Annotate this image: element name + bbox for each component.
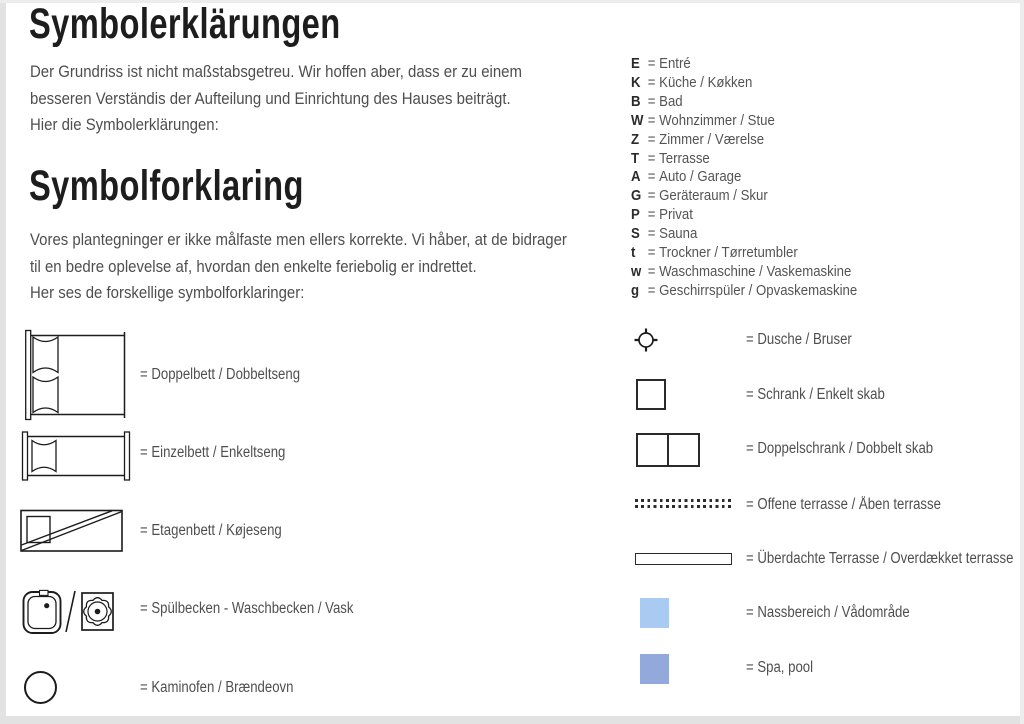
- room-code-letter: S: [631, 225, 640, 243]
- room-code-row: [631, 244, 857, 263]
- bunk-bed-icon: [20, 509, 124, 553]
- single-bed-icon: [21, 431, 131, 481]
- room-code-label: Küche / Køkken: [659, 73, 753, 91]
- spa-pool-icon: [640, 654, 669, 684]
- room-code-label: Privat: [659, 206, 693, 224]
- room-code-row: [631, 225, 857, 244]
- room-code-row: [631, 93, 857, 112]
- equals-sign: =: [647, 111, 656, 129]
- page-edge-bottom: [0, 716, 1024, 724]
- open-terrace-icon: [635, 499, 732, 508]
- room-code-label: Entré: [659, 55, 691, 72]
- legend-label-spa-pool: = Spa, pool: [746, 659, 814, 676]
- room-code-letter: K: [631, 73, 641, 91]
- room-code-label: Terrasse: [659, 149, 710, 167]
- wood-stove-icon: [24, 671, 57, 704]
- room-code-letter: t: [631, 244, 636, 262]
- equals-sign: =: [647, 73, 656, 91]
- equals-sign: =: [647, 149, 656, 167]
- room-code-letter: w: [631, 262, 642, 280]
- room-code-row: [631, 168, 857, 187]
- equals-sign: =: [647, 281, 656, 299]
- equals-sign: =: [647, 187, 656, 205]
- equals-sign: =: [647, 244, 656, 262]
- room-code-row: [631, 55, 857, 74]
- room-code-row: [631, 282, 857, 301]
- room-code-list: [631, 55, 857, 301]
- legend-label-wet-area: = Nassbereich / Vådområde: [746, 604, 910, 621]
- intro-paragraph-de: [30, 59, 522, 139]
- double-bed-icon: [22, 329, 126, 421]
- room-code-letter: P: [631, 206, 640, 224]
- room-code-label: Wohnzimmer / Stue: [659, 111, 775, 129]
- intro-paragraph-dk: [30, 227, 567, 307]
- legend-label-shower: = Dusche / Bruser: [746, 331, 852, 348]
- page-edge-right: [1020, 0, 1024, 724]
- intro-dk-line: til en bedre oplevelse af, hvordan den enkelte feriebolig er indrettet.: [30, 256, 477, 276]
- legend-label-wood-stove: = Kaminofen / Brændeovn: [140, 679, 294, 696]
- legend-label-open-terrace: = Offene terrasse / Åben terrasse: [746, 496, 941, 513]
- room-code-label: Trockner / Tørretumbler: [659, 244, 798, 262]
- room-code-label: Auto / Garage: [659, 168, 742, 186]
- room-code-letter: Z: [631, 130, 640, 148]
- room-code-letter: W: [631, 111, 644, 129]
- equals-sign: =: [647, 168, 656, 186]
- page-edge-left: [0, 0, 6, 724]
- room-code-row: [631, 263, 857, 282]
- equals-sign: =: [647, 206, 656, 224]
- equals-sign: =: [647, 262, 656, 280]
- room-code-row: [631, 112, 857, 131]
- intro-de-line: besseren Verständis der Aufteilung und Einrichtung des Hauses beiträgt.: [30, 88, 511, 108]
- equals-sign: =: [647, 130, 656, 148]
- legend-label-double-closet: = Doppelschrank / Dobbelt skab: [746, 440, 934, 457]
- sink-washbasin-icon: [22, 582, 128, 636]
- legend-label-sink: = Spülbecken - Waschbecken / Vask: [140, 600, 354, 617]
- room-code-label: Zimmer / Værelse: [659, 130, 765, 148]
- room-code-row: [631, 187, 857, 206]
- legend-label-single-closet: = Schrank / Enkelt skab: [746, 386, 885, 403]
- room-code-row: [631, 74, 857, 93]
- room-code-label: Sauna: [659, 225, 698, 243]
- room-code-label: Bad: [659, 92, 683, 110]
- intro-de-line: Der Grundriss ist nicht maßstabsgetreu. Wir hoffen aber, dass er zu einem: [30, 62, 522, 81]
- equals-sign: =: [647, 92, 656, 110]
- equals-sign: =: [647, 55, 656, 72]
- room-code-letter: G: [631, 187, 642, 205]
- room-code-letter: T: [631, 149, 640, 167]
- room-code-letter: B: [631, 92, 641, 110]
- room-code-row: [631, 131, 857, 150]
- room-code-label: Geschirrspüler / Opvaskemaskine: [659, 281, 858, 299]
- room-code-letter: g: [631, 281, 640, 299]
- room-code-letter: A: [631, 168, 641, 186]
- room-code-row: [631, 206, 857, 225]
- double-closet-icon: [636, 433, 700, 467]
- legend-label-covered-terrace: = Überdachte Terrasse / Overdækket terrasse: [746, 550, 1014, 567]
- wet-area-icon: [640, 598, 669, 628]
- covered-terrace-icon: [635, 553, 732, 565]
- intro-dk-line: Vores plantegninger er ikke målfaste men ellers korrekte. Vi håber, at de bidrager: [30, 230, 567, 249]
- page-title-de: Symbolerklärungen: [29, 0, 341, 48]
- room-code-row: [631, 150, 857, 169]
- single-closet-icon: [636, 379, 666, 410]
- page-title-dk: Symbolforklaring: [29, 162, 304, 210]
- legend-label-single-bed: = Einzelbett / Enkeltseng: [140, 444, 286, 461]
- room-code-letter: E: [631, 55, 640, 72]
- legend-label-double-bed: = Doppelbett / Dobbeltseng: [140, 366, 301, 383]
- intro-de-line: Hier die Symbolerklärungen:: [30, 115, 219, 135]
- equals-sign: =: [647, 225, 656, 243]
- shower-icon: [632, 326, 660, 354]
- intro-dk-line: Her ses de forskellige symbolforklaringer:: [30, 283, 305, 303]
- room-code-label: Geräteraum / Skur: [659, 187, 768, 205]
- room-code-label: Waschmaschine / Vaskemaskine: [659, 262, 852, 280]
- legend-label-bunk-bed: = Etagenbett / Køjeseng: [140, 522, 282, 539]
